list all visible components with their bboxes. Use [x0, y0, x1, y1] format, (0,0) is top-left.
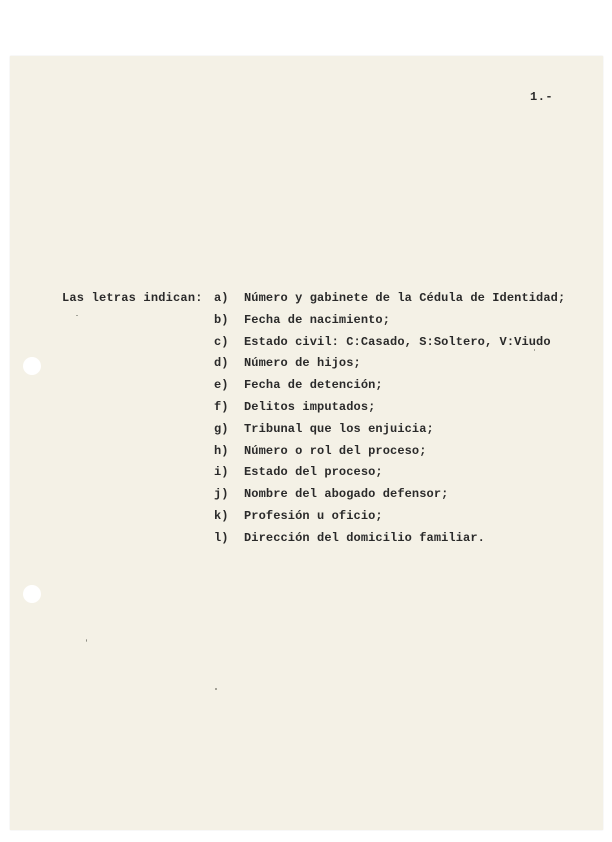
legend-letter: i) [214, 465, 229, 480]
legend-text: Profesión u oficio; [244, 508, 383, 523]
legend-item [214, 400, 565, 422]
legend-text: Número o rol del proceso; [244, 443, 427, 458]
document-page [10, 56, 603, 830]
legend-text: Nombre del abogado defensor; [244, 487, 449, 502]
punch-hole [23, 585, 41, 603]
legend-text: Estado civil: C:Casado, S:Soltero, V:Viudo [244, 334, 551, 349]
legend-letter: b) [214, 312, 229, 327]
legend-item [214, 465, 565, 487]
legend-item [214, 531, 565, 553]
legend-item [214, 487, 565, 509]
legend-text: Fecha de detención; [244, 378, 383, 393]
legend-item [214, 335, 565, 357]
legend-text: Delitos imputados; [244, 399, 376, 414]
legend-item [214, 291, 565, 313]
paper-speck [86, 639, 87, 642]
legend-text: Dirección del domicilio familiar. [244, 530, 485, 545]
legend-text: Número de hijos; [244, 356, 361, 371]
legend-item [214, 444, 565, 466]
legend-item [214, 378, 565, 400]
legend-item [214, 313, 565, 335]
legend-text: Estado del proceso; [244, 465, 383, 480]
legend-item [214, 509, 565, 531]
punch-hole [23, 357, 41, 375]
legend-item [214, 356, 565, 378]
legend-letter: c) [214, 334, 229, 349]
legend-list [214, 291, 565, 553]
legend-text: Fecha de nacimiento; [244, 312, 391, 327]
paper-speck [76, 315, 78, 316]
legend-letter: f) [214, 399, 229, 414]
paper-speck [534, 349, 535, 351]
legend-letter: l) [214, 530, 229, 545]
paper-speck [215, 688, 217, 690]
legend-letter: g) [214, 421, 229, 436]
legend-letter: j) [214, 487, 229, 502]
page-number: 1.- [530, 90, 554, 104]
legend-text: Tribunal que los enjuicia; [244, 421, 434, 436]
legend-text: Número y gabinete de la Cédula de Identidad; [244, 291, 566, 305]
legend-item [214, 422, 565, 444]
legend-intro-label: Las letras indican: [62, 291, 203, 305]
legend-letter: h) [214, 443, 229, 458]
legend-letter: k) [214, 508, 229, 523]
legend-letter: a) [214, 291, 229, 305]
legend-letter: d) [214, 356, 229, 371]
legend-letter: e) [214, 378, 229, 393]
